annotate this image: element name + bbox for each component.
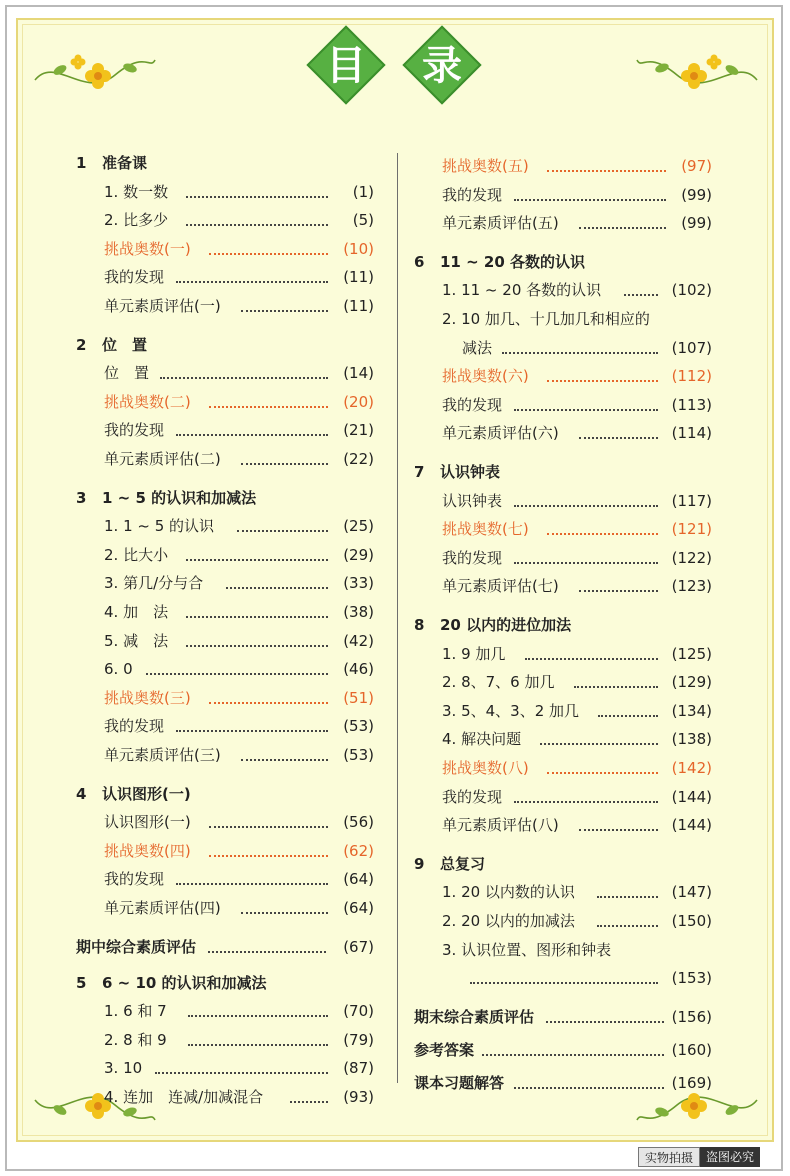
toc-page-number: (150) bbox=[671, 912, 712, 930]
toc-entry-label: 我的发现 bbox=[442, 548, 503, 567]
dot-leader bbox=[290, 1101, 328, 1103]
toc-entry-label: 挑战奥数(五) bbox=[442, 157, 529, 175]
dot-leader bbox=[579, 829, 658, 831]
toc-entry[interactable] bbox=[442, 641, 712, 667]
dot-leader bbox=[514, 1087, 664, 1089]
toc-entry-label: 2. 8、7、6 加几 bbox=[442, 673, 555, 692]
toc-entry[interactable] bbox=[104, 417, 374, 443]
toc-entry[interactable] bbox=[442, 784, 712, 810]
toc-entry-label: 5. 减 法 bbox=[104, 631, 169, 650]
toc-entry-label: 2. 8 和 9 bbox=[104, 1030, 167, 1049]
toc-page-number: (10) bbox=[343, 239, 374, 258]
toc-section-heading[interactable] bbox=[76, 970, 376, 996]
toc-entry-label: 挑战奥数(三) bbox=[104, 688, 191, 707]
toc-section-heading[interactable] bbox=[76, 332, 376, 358]
toc-section-number: 2 bbox=[76, 335, 87, 354]
toc-section-heading[interactable] bbox=[414, 249, 714, 275]
toc-section-title: 11 ~ 20 各数的认识 bbox=[440, 252, 585, 271]
toc-entry[interactable] bbox=[104, 360, 374, 386]
toc-page-number: (117) bbox=[671, 491, 712, 510]
toc-entry-label: 1. 1 ~ 5 的认识 bbox=[104, 517, 215, 536]
dot-leader bbox=[176, 883, 328, 885]
toc-page-number: (46) bbox=[343, 660, 374, 679]
toc-entry[interactable] bbox=[104, 713, 374, 739]
toc-section-number: 1 bbox=[76, 154, 87, 172]
dot-leader bbox=[209, 826, 328, 828]
dot-leader bbox=[579, 437, 658, 439]
toc-page-number: (38) bbox=[343, 603, 374, 621]
dot-leader bbox=[514, 562, 658, 564]
toc-entry-olympiad[interactable] bbox=[104, 838, 374, 864]
dot-leader bbox=[186, 616, 329, 618]
toc-entry[interactable] bbox=[104, 1027, 374, 1053]
toc-entry-label: 我的发现 bbox=[442, 787, 503, 806]
toc-entry[interactable] bbox=[104, 293, 374, 319]
toc-page-number: (70) bbox=[343, 1002, 374, 1021]
toc-entry-label: 我的发现 bbox=[104, 421, 165, 440]
toc-entry-label: 4. 加 法 bbox=[104, 603, 169, 621]
watermark-stamp bbox=[638, 1147, 760, 1167]
toc-page-number: (33) bbox=[343, 574, 374, 593]
toc-entry-label: 3. 第几/分与合 bbox=[104, 574, 204, 593]
dot-leader bbox=[547, 772, 658, 774]
toc-entry[interactable] bbox=[104, 207, 374, 233]
toc-entry-label: 单元素质评估(二) bbox=[104, 450, 221, 468]
dot-leader bbox=[208, 951, 326, 953]
toc-entry[interactable] bbox=[104, 1055, 374, 1081]
toc-section-title: 6 ~ 10 的认识和加减法 bbox=[102, 973, 267, 992]
toc-page-number: (99) bbox=[681, 214, 712, 233]
toc-entry-label: 1. 11 ~ 20 各数的认识 bbox=[442, 281, 602, 300]
toc-page-number: (51) bbox=[343, 688, 374, 707]
toc-entry-label: 2. 比多少 bbox=[104, 211, 169, 230]
dot-leader bbox=[598, 715, 658, 717]
toc-page-number: (53) bbox=[343, 717, 374, 736]
toc-entry-label: 我的发现 bbox=[104, 870, 165, 889]
dot-leader bbox=[146, 673, 328, 675]
dot-leader bbox=[574, 686, 659, 688]
dot-leader bbox=[597, 925, 658, 927]
toc-section-number: 7 bbox=[414, 463, 425, 481]
toc-standalone-entry[interactable] bbox=[414, 1004, 712, 1030]
toc-page-number: (144) bbox=[671, 816, 712, 835]
toc-entry[interactable] bbox=[442, 726, 712, 752]
toc-entry-label: 挑战奥数(四) bbox=[104, 841, 191, 860]
toc-entry[interactable] bbox=[104, 1084, 374, 1110]
toc-entry-label: 减法 bbox=[462, 338, 493, 357]
toc-entry[interactable] bbox=[104, 809, 374, 835]
toc-section-number: 3 bbox=[76, 488, 87, 507]
toc-entry-olympiad[interactable] bbox=[442, 153, 712, 179]
dot-leader bbox=[186, 196, 329, 198]
toc-entry-olympiad[interactable] bbox=[442, 516, 712, 542]
toc-section-title: 20 以内的进位加法 bbox=[440, 616, 572, 634]
dot-leader bbox=[176, 434, 328, 436]
toc-entry[interactable] bbox=[442, 698, 712, 724]
toc-standalone-title: 课本习题解答 bbox=[414, 1073, 505, 1092]
toc-section-number: 6 bbox=[414, 252, 425, 271]
toc-entry-label: 单元素质评估(七) bbox=[442, 577, 559, 596]
toc-entry[interactable] bbox=[442, 392, 712, 418]
toc-page-number: (42) bbox=[343, 631, 374, 650]
toc-entry-label: 我的发现 bbox=[442, 395, 503, 414]
toc-page-number: (22) bbox=[343, 450, 374, 468]
toc-entry-label: 认识钟表 bbox=[442, 491, 503, 510]
toc-page-number: (20) bbox=[343, 392, 374, 411]
toc-page-number: (21) bbox=[343, 421, 374, 440]
toc-page-number: (169) bbox=[671, 1073, 712, 1092]
toc-entry[interactable] bbox=[442, 879, 712, 905]
toc-entry[interactable] bbox=[104, 264, 374, 290]
dot-leader bbox=[579, 227, 666, 229]
toc-entry-label: 认识图形(一) bbox=[104, 813, 191, 832]
flower-vine-top-left-icon bbox=[30, 40, 160, 110]
dot-leader bbox=[547, 380, 658, 382]
toc-page-number: (14) bbox=[343, 364, 374, 383]
dot-leader bbox=[514, 199, 666, 201]
dot-leader bbox=[209, 253, 328, 255]
dot-leader bbox=[155, 1072, 329, 1074]
toc-entry[interactable] bbox=[104, 599, 374, 625]
toc-entry[interactable] bbox=[442, 812, 712, 838]
toc-section-title: 1 ~ 5 的认识和加减法 bbox=[102, 488, 257, 507]
toc-entry[interactable] bbox=[442, 573, 712, 599]
toc-page-number: (142) bbox=[671, 759, 712, 777]
toc-page-number: (121) bbox=[671, 520, 712, 539]
dot-leader bbox=[470, 982, 658, 984]
dot-leader bbox=[186, 224, 329, 226]
title-char-1: 目 bbox=[326, 42, 366, 89]
toc-entry[interactable] bbox=[104, 513, 374, 539]
toc-page-number: (67) bbox=[343, 937, 374, 956]
toc-section-heading[interactable] bbox=[414, 612, 714, 638]
toc-entry[interactable] bbox=[104, 179, 374, 205]
toc-entry-olympiad[interactable] bbox=[442, 755, 712, 781]
toc-page-number: (144) bbox=[671, 787, 712, 806]
toc-standalone-title: 期末综合素质评估 bbox=[414, 1007, 535, 1026]
toc-page-number: (11) bbox=[343, 268, 374, 287]
toc-page-number: (153) bbox=[671, 969, 712, 988]
toc-section-title: 认识图形(一) bbox=[102, 784, 191, 803]
toc-entry-label: 1. 9 加几 bbox=[442, 644, 506, 663]
toc-entry[interactable] bbox=[442, 669, 712, 695]
dot-leader bbox=[209, 702, 328, 704]
toc-section-heading[interactable] bbox=[414, 851, 714, 877]
toc-page-number: (156) bbox=[671, 1007, 712, 1026]
dot-leader bbox=[188, 1044, 329, 1046]
toc-page-number: (107) bbox=[671, 338, 712, 357]
toc-entry-label: 挑战奥数(八) bbox=[442, 759, 529, 777]
dot-leader bbox=[209, 406, 328, 408]
toc-page-number: (87) bbox=[343, 1059, 374, 1078]
dot-leader bbox=[241, 463, 328, 465]
toc-entry-label: 单元素质评估(三) bbox=[104, 746, 221, 764]
toc-page-number: (5) bbox=[352, 211, 374, 230]
toc-entry-label: 挑战奥数(六) bbox=[442, 367, 529, 386]
dot-leader bbox=[237, 530, 329, 532]
toc-entry-label: 3. 认识位置、图形和钟表 bbox=[442, 940, 612, 959]
toc-page-number: (11) bbox=[343, 297, 374, 315]
dot-leader bbox=[241, 310, 328, 312]
dot-leader bbox=[482, 1054, 664, 1056]
toc-page-number: (93) bbox=[343, 1088, 374, 1106]
toc-entry[interactable] bbox=[442, 937, 712, 963]
toc-entry[interactable] bbox=[442, 182, 712, 208]
toc-entry-olympiad[interactable] bbox=[442, 363, 712, 389]
toc-entry-label: 我的发现 bbox=[104, 268, 165, 287]
toc-entry-olympiad[interactable] bbox=[104, 389, 374, 415]
toc-entry[interactable] bbox=[442, 420, 712, 446]
toc-page-number: (160) bbox=[671, 1040, 712, 1059]
toc-entry[interactable] bbox=[442, 545, 712, 571]
toc-entry-label: 挑战奥数(一) bbox=[104, 239, 191, 258]
dot-leader bbox=[502, 352, 658, 354]
dot-leader bbox=[525, 658, 659, 660]
toc-entry[interactable] bbox=[104, 628, 374, 654]
toc-entry-olympiad[interactable] bbox=[104, 685, 374, 711]
toc-entry-label: 6. 0 bbox=[104, 660, 133, 679]
toc-page-number: (62) bbox=[343, 841, 374, 860]
toc-section-heading[interactable] bbox=[76, 781, 376, 807]
toc-entry-label: 2. 20 以内的加减法 bbox=[442, 912, 575, 930]
dot-leader bbox=[176, 281, 328, 283]
toc-section-heading[interactable] bbox=[76, 485, 376, 511]
dot-leader bbox=[546, 1021, 664, 1023]
toc-entry[interactable] bbox=[442, 210, 712, 236]
toc-entry[interactable] bbox=[104, 656, 374, 682]
toc-entry-label: 1. 6 和 7 bbox=[104, 1002, 167, 1021]
dot-leader bbox=[209, 855, 328, 857]
toc-page-number: (79) bbox=[343, 1030, 374, 1049]
toc-entry-label: 1. 数一数 bbox=[104, 182, 169, 201]
toc-entry-label: 位 置 bbox=[104, 364, 150, 383]
toc-page-number: (113) bbox=[671, 395, 712, 414]
toc-section-number: 9 bbox=[414, 854, 425, 873]
toc-entry[interactable] bbox=[442, 277, 712, 303]
dot-leader bbox=[597, 896, 658, 898]
toc-entry-label: 单元素质评估(一) bbox=[104, 297, 221, 315]
toc-entry-label: 2. 比大小 bbox=[104, 545, 169, 564]
toc-section-number: 8 bbox=[414, 616, 425, 634]
dot-leader bbox=[160, 377, 328, 379]
toc-entry-label: 挑战奥数(七) bbox=[442, 520, 529, 539]
toc-entry-label: 我的发现 bbox=[442, 185, 503, 204]
toc-entry-label: 4. 解决问题 bbox=[442, 730, 522, 749]
toc-section-number: 5 bbox=[76, 973, 87, 992]
toc-page-number: (122) bbox=[671, 548, 712, 567]
toc-standalone-entry[interactable] bbox=[414, 1037, 712, 1063]
title-char-2: 录 bbox=[422, 42, 462, 89]
dot-leader bbox=[579, 590, 658, 592]
toc-standalone-title: 参考答案 bbox=[414, 1040, 475, 1059]
toc-entry[interactable] bbox=[104, 570, 374, 596]
toc-entry-label: 4. 连加 连减/加减混合 bbox=[104, 1088, 264, 1106]
dot-leader bbox=[514, 801, 658, 803]
dot-leader bbox=[624, 294, 659, 296]
toc-page-number: (64) bbox=[343, 899, 374, 917]
toc-page-number: (138) bbox=[671, 730, 712, 749]
toc-entry-label: 3. 10 bbox=[104, 1059, 143, 1078]
dot-leader bbox=[547, 533, 658, 535]
toc-entry-olympiad[interactable] bbox=[104, 236, 374, 262]
toc-page-number: (29) bbox=[343, 545, 374, 564]
toc-entry-label: 挑战奥数(二) bbox=[104, 392, 191, 411]
dot-leader bbox=[186, 559, 329, 561]
toc-section-title: 准备课 bbox=[102, 154, 148, 172]
toc-page-number: (97) bbox=[681, 157, 712, 175]
toc-standalone-entry[interactable] bbox=[414, 1070, 712, 1096]
toc-page-number: (99) bbox=[681, 185, 712, 204]
toc-entry[interactable] bbox=[104, 742, 374, 768]
toc-section-title: 位 置 bbox=[102, 335, 148, 354]
toc-page-number: (125) bbox=[671, 644, 712, 663]
toc-entry-label: 单元素质评估(五) bbox=[442, 214, 559, 233]
toc-page-number: (147) bbox=[671, 883, 712, 902]
toc-entry[interactable] bbox=[104, 542, 374, 568]
toc-entry[interactable] bbox=[104, 446, 374, 472]
toc-page-number: (56) bbox=[343, 813, 374, 832]
dot-leader bbox=[547, 170, 666, 172]
toc-page-number: (114) bbox=[671, 424, 712, 443]
toc-entry[interactable] bbox=[104, 895, 374, 921]
dot-leader bbox=[241, 759, 328, 761]
toc-entry-label: 单元素质评估(八) bbox=[442, 816, 559, 835]
dot-leader bbox=[176, 730, 328, 732]
toc-page-number: (1) bbox=[352, 182, 374, 201]
toc-entry-label: 1. 20 以内数的认识 bbox=[442, 883, 575, 902]
toc-page-number: (64) bbox=[343, 870, 374, 889]
dot-leader bbox=[226, 587, 328, 589]
toc-standalone-entry[interactable] bbox=[76, 934, 374, 960]
dot-leader bbox=[241, 912, 328, 914]
toc-entry-label: 我的发现 bbox=[104, 717, 165, 736]
stamp-left: 实物拍摄 bbox=[638, 1147, 700, 1167]
toc-page-number: (123) bbox=[671, 577, 712, 596]
toc-entry[interactable] bbox=[104, 998, 374, 1024]
toc-section-heading[interactable] bbox=[414, 459, 714, 485]
toc-page-number: (134) bbox=[671, 701, 712, 720]
toc-section-number: 4 bbox=[76, 784, 87, 803]
toc-entry-label: 3. 5、4、3、2 加几 bbox=[442, 701, 580, 720]
dot-leader bbox=[514, 505, 658, 507]
dot-leader bbox=[514, 409, 658, 411]
toc-page-number: (102) bbox=[671, 281, 712, 300]
dot-leader bbox=[186, 645, 329, 647]
toc-entry-label: 单元素质评估(六) bbox=[442, 424, 559, 443]
toc-page-number: (53) bbox=[343, 746, 374, 764]
flower-vine-top-right-icon bbox=[632, 40, 762, 110]
toc-entry[interactable] bbox=[104, 866, 374, 892]
toc-entry-label: 单元素质评估(四) bbox=[104, 899, 221, 917]
toc-entry[interactable] bbox=[442, 488, 712, 514]
stamp-right: 盗图必究 bbox=[700, 1147, 760, 1167]
column-divider bbox=[397, 153, 398, 1083]
toc-page-number: (129) bbox=[671, 673, 712, 692]
dot-leader bbox=[188, 1015, 329, 1017]
toc-standalone-title: 期中综合素质评估 bbox=[76, 937, 197, 956]
toc-entry-label: 2. 10 加几、十几加几和相应的 bbox=[442, 310, 650, 328]
toc-entry[interactable] bbox=[442, 908, 712, 934]
toc-section-heading[interactable] bbox=[76, 150, 376, 176]
dot-leader bbox=[540, 743, 659, 745]
toc-section-title: 总复习 bbox=[440, 854, 486, 873]
toc-entry[interactable] bbox=[462, 335, 712, 361]
page-title bbox=[306, 34, 486, 96]
toc-entry[interactable] bbox=[442, 306, 712, 332]
toc-page-number: (112) bbox=[671, 367, 712, 386]
toc-section-title: 认识钟表 bbox=[440, 463, 501, 481]
toc-page-number: (25) bbox=[343, 517, 374, 536]
toc-entry[interactable] bbox=[462, 965, 712, 991]
